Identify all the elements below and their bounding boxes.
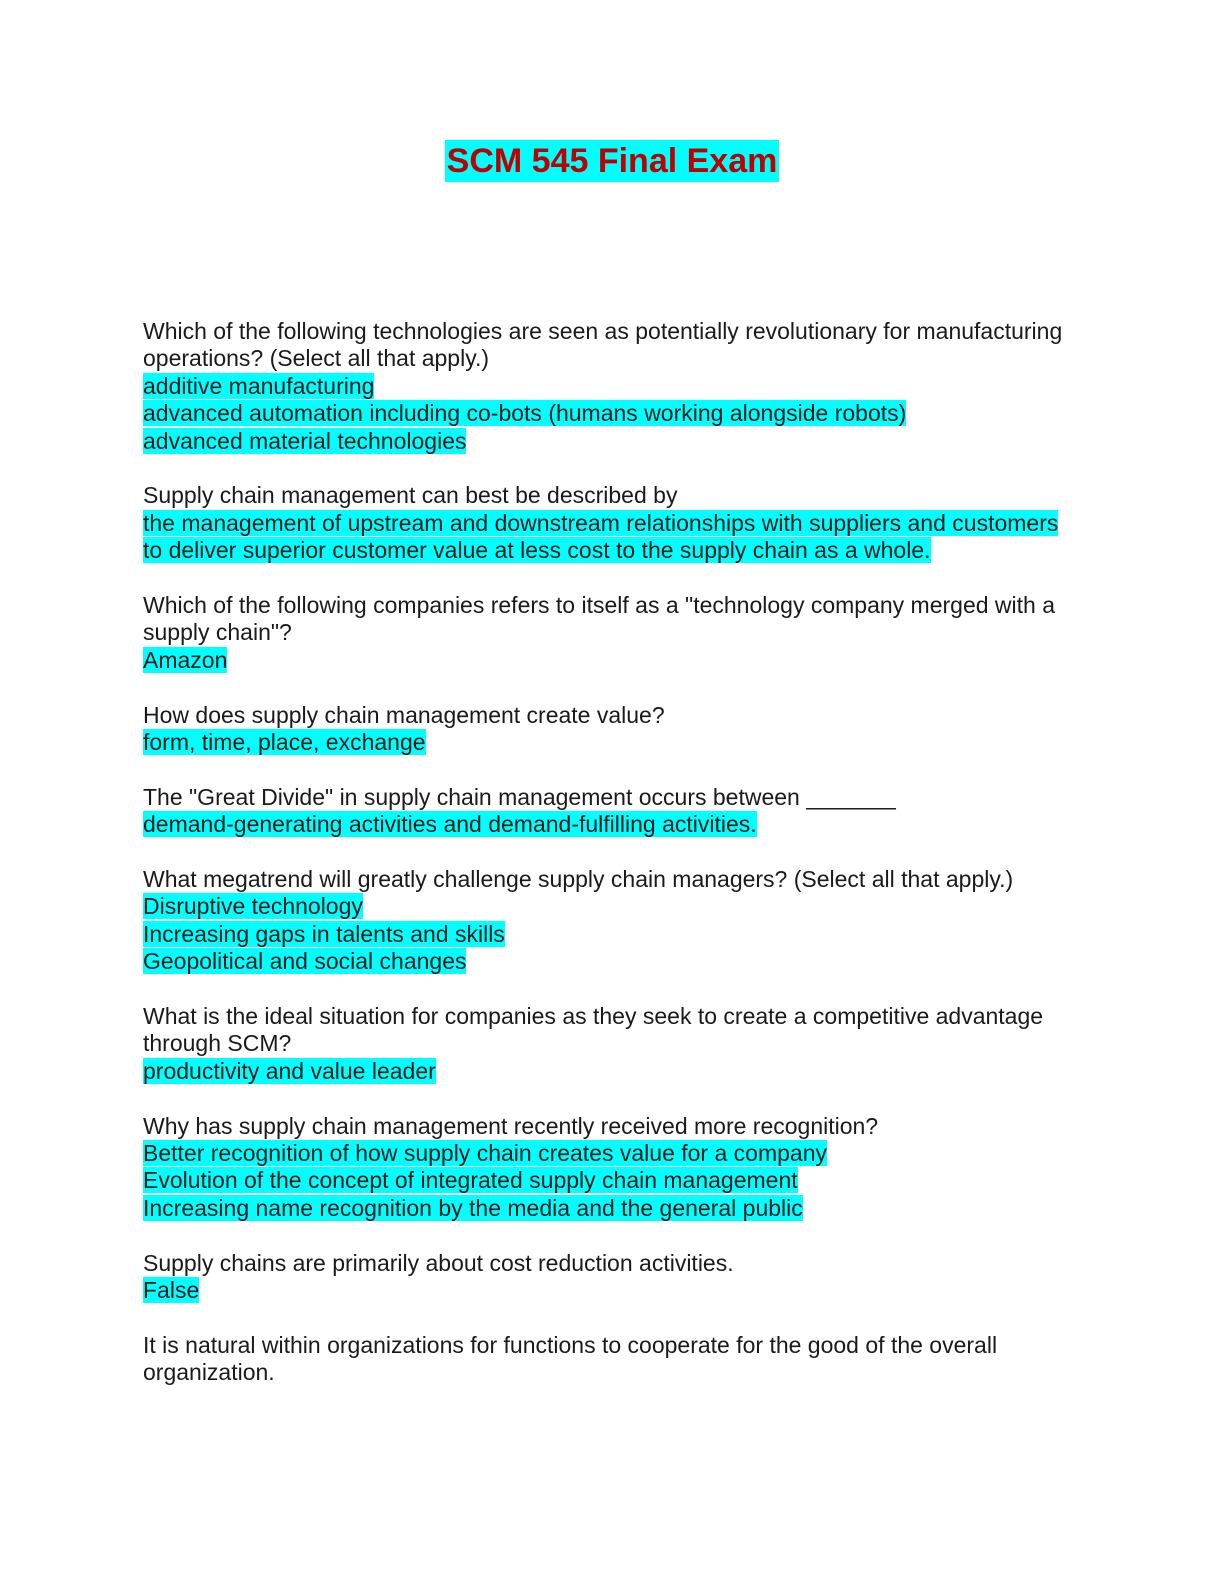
- highlighted-answer: Increasing gaps in talents and skills: [143, 920, 505, 947]
- answer-line: [143, 1195, 1083, 1222]
- question-text: It is natural within organizations for functions to cooperate for the good of the overall organization.: [143, 1331, 998, 1386]
- answer-line: [143, 510, 1083, 565]
- highlighted-answer: demand-generating activities and demand-fulfilling activities.: [143, 811, 757, 838]
- title-area: [0, 140, 1224, 182]
- question-block: [143, 482, 1083, 564]
- answer-line: [143, 948, 1083, 975]
- question-block: [143, 784, 1083, 839]
- question-block: [143, 702, 1083, 757]
- answer-list: [143, 510, 1083, 565]
- answer-list: [143, 811, 1083, 838]
- question-text: Which of the following companies refers to itself as a "technology company merged with a supply chain"?: [143, 592, 1056, 646]
- answer-list: [143, 729, 1083, 756]
- question-text: The "Great Divide" in supply chain management occurs between _______: [143, 783, 896, 810]
- answer-line: [143, 1140, 1083, 1167]
- answer-list: [143, 1277, 1083, 1304]
- document-title: SCM 545 Final Exam: [446, 142, 778, 180]
- answer-line: [143, 400, 1083, 427]
- highlighted-answer: productivity and value leader: [143, 1057, 436, 1084]
- highlighted-answer: Geopolitical and social changes: [143, 948, 467, 975]
- answer-list: [143, 373, 1083, 455]
- question-text: Which of the following technologies are seen as potentially revolutionary for manufacturing operations? (Select all that apply.): [143, 318, 1063, 372]
- answer-line: [143, 428, 1083, 455]
- answer-list: [143, 893, 1083, 975]
- answer-list: [143, 647, 1083, 674]
- question-block: [143, 1003, 1083, 1085]
- highlighted-answer: form, time, place, exchange: [143, 729, 426, 756]
- answer-line: [143, 1277, 1083, 1304]
- question-block: [143, 592, 1083, 674]
- highlighted-answer: Evolution of the concept of integrated supply chain management: [143, 1167, 798, 1194]
- question-text: Why has supply chain management recently received more recognition?: [143, 1112, 879, 1139]
- answer-line: [143, 1058, 1083, 1085]
- question-block: [143, 318, 1083, 455]
- question-block: [143, 866, 1083, 976]
- answer-line: [143, 1167, 1083, 1194]
- highlighted-answer: advanced automation including co-bots (humans working alongside robots): [143, 400, 907, 427]
- highlighted-answer: Increasing name recognition by the media and the general public: [143, 1194, 803, 1221]
- question-list: [143, 318, 1083, 1414]
- highlighted-answer: Disruptive technology: [143, 893, 363, 920]
- question-block: [143, 1113, 1083, 1223]
- answer-line: [143, 893, 1083, 920]
- answer-line: [143, 647, 1083, 674]
- highlighted-answer: additive manufacturing: [143, 372, 375, 399]
- question-block: [143, 1250, 1083, 1305]
- answer-line: [143, 921, 1083, 948]
- answer-line: [143, 729, 1083, 756]
- highlighted-answer: the management of upstream and downstream relationships with suppliers and customers to deliver superior customer value at less cost to the supply chain as a whole.: [143, 509, 1059, 564]
- answer-line: [143, 373, 1083, 400]
- highlighted-answer: False: [143, 1277, 200, 1304]
- question-text: Supply chain management can best be described by: [143, 482, 678, 509]
- question-block: [143, 1332, 1083, 1387]
- question-text: How does supply chain management create value?: [143, 701, 665, 728]
- highlighted-answer: Better recognition of how supply chain creates value for a company: [143, 1140, 827, 1167]
- question-text: What is the ideal situation for companies as they seek to create a competitive advantage through SCM?: [143, 1003, 1044, 1057]
- highlighted-answer: Amazon: [143, 646, 228, 673]
- highlighted-answer: advanced material technologies: [143, 427, 467, 454]
- question-text: Supply chains are primarily about cost reduction activities.: [143, 1249, 734, 1276]
- answer-list: [143, 1140, 1083, 1222]
- answer-list: [143, 1058, 1083, 1085]
- question-text: What megatrend will greatly challenge supply chain managers? (Select all that apply.): [143, 866, 1014, 893]
- answer-line: [143, 811, 1083, 838]
